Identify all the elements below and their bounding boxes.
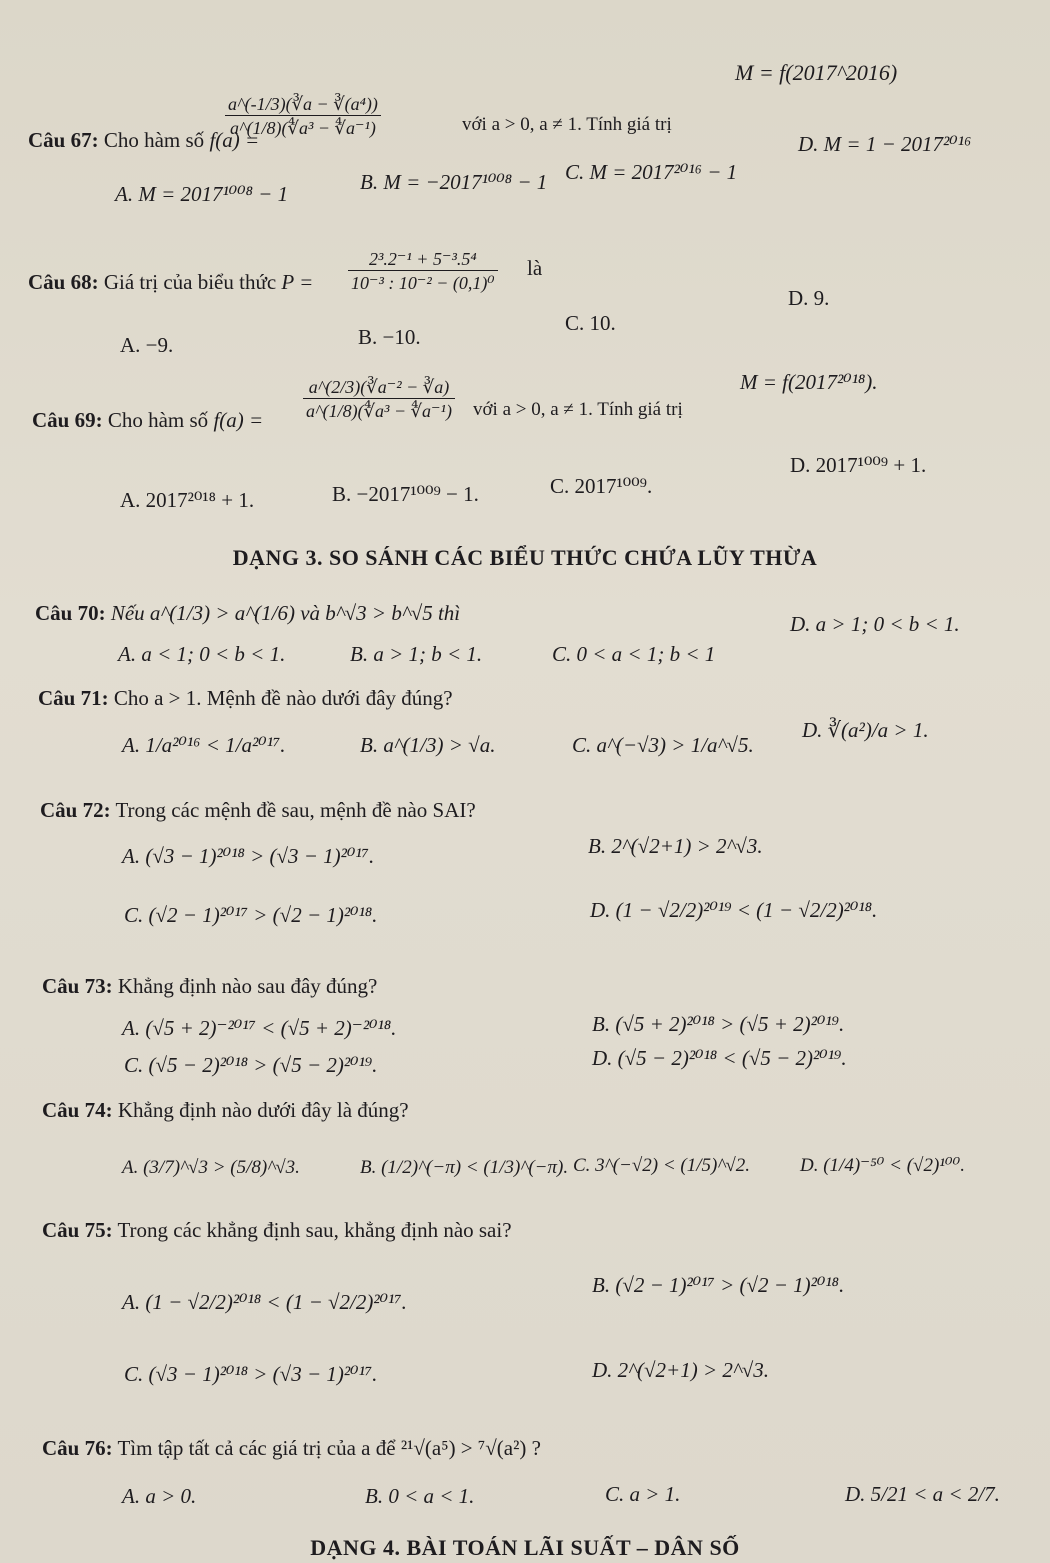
q74-stem: Khẳng định nào dưới đây là đúng? <box>117 1098 409 1122</box>
q75-option-a[interactable]: A. (1 − √2/2)²⁰¹⁸ < (1 − √2/2)²⁰¹⁷. <box>122 1290 407 1314</box>
q71-label: Câu 71: <box>38 686 109 710</box>
q67-func: f(a) = <box>209 128 260 152</box>
q69-label: Câu 69: <box>32 408 103 432</box>
q68-option-d[interactable]: D. 9. <box>788 286 830 310</box>
q73-stem-line <box>42 976 377 997</box>
q75-label: Câu 75: <box>42 1218 113 1242</box>
q68-option-a[interactable]: A. −9. <box>120 333 174 357</box>
q73-option-c[interactable]: C. (√5 − 2)²⁰¹⁸ > (√5 − 2)²⁰¹⁹. <box>124 1053 378 1077</box>
q75-stem-line <box>42 1220 512 1241</box>
q67-numerator: a^(-1/3)(∛a − ∛(a⁴)) <box>228 94 378 114</box>
q69-stem <box>32 410 263 431</box>
q75-option-b[interactable]: B. (√2 − 1)²⁰¹⁷ > (√2 − 1)²⁰¹⁸. <box>592 1273 845 1297</box>
q73-option-d[interactable]: D. (√5 − 2)²⁰¹⁸ < (√5 − 2)²⁰¹⁹. <box>592 1046 847 1070</box>
q70-option-c[interactable]: C. 0 < a < 1; b < 1 <box>552 642 716 666</box>
q68-denominator: 10⁻³ : 10⁻² − (0,1)⁰ <box>348 270 498 292</box>
q71-option-c[interactable]: C. a^(−√3) > 1/a^√5. <box>572 733 754 757</box>
q68-fraction <box>345 250 501 292</box>
q72-option-d[interactable]: D. (1 − √2/2)²⁰¹⁹ < (1 − √2/2)²⁰¹⁸. <box>590 898 878 922</box>
q75-option-d[interactable]: D. 2^(√2+1) > 2^√3. <box>592 1358 770 1382</box>
q68-label: Câu 68: <box>28 270 99 294</box>
q67-label: Câu 67: <box>28 128 99 152</box>
q71-option-a[interactable]: A. 1/a²⁰¹⁶ < 1/a²⁰¹⁷. <box>122 733 286 757</box>
q67-option-b[interactable]: B. M = −2017¹⁰⁰⁸ − 1 <box>360 170 548 194</box>
q68-stem <box>28 272 313 293</box>
q69-numerator: a^(2/3)(∛a⁻² − ∛a) <box>308 377 450 397</box>
q67-frac <box>225 95 381 137</box>
q72-option-c[interactable]: C. (√2 − 1)²⁰¹⁷ > (√2 − 1)²⁰¹⁸. <box>124 903 378 927</box>
q76-stem: Tìm tập tất cả các giá trị của a để ²¹√(a⁵) > ⁷√(a²) ? <box>117 1436 541 1460</box>
q74-option-c[interactable]: C. 3^(−√2) < (1/5)^√2. <box>573 1155 751 1176</box>
q67-condition: với a > 0, a ≠ 1. Tính giá trị <box>462 114 672 135</box>
q69-denominator: a^(1/8)(∜a³ − ∜a⁻¹) <box>303 398 455 420</box>
q73-label: Câu 73: <box>42 974 113 998</box>
q72-stem: Trong các mệnh đề sau, mệnh đề nào SAI? <box>115 798 476 822</box>
q70-option-d[interactable]: D. a > 1; 0 < b < 1. <box>790 612 960 636</box>
q69-frac <box>303 378 455 420</box>
q75-stem: Trong các khẳng định sau, khẳng định nào sai? <box>117 1218 512 1242</box>
q70-option-b[interactable]: B. a > 1; b < 1. <box>350 642 483 666</box>
q70-stem-line <box>35 603 460 624</box>
q69-condition: với a > 0, a ≠ 1. Tính giá trị <box>473 399 683 420</box>
q69-option-b[interactable]: B. −2017¹⁰⁰⁹ − 1. <box>332 482 479 506</box>
q68-tail: là <box>527 256 543 280</box>
q67-intro: Cho hàm số <box>103 128 205 152</box>
q68-numerator: 2³.2⁻¹ + 5⁻³.5⁴ <box>369 249 477 269</box>
q67-target: M = f(2017^2016) <box>735 60 898 85</box>
q71-option-d[interactable]: D. ∛(a²)/a > 1. <box>802 718 929 742</box>
q71-stem-line <box>38 688 453 709</box>
q68-option-b[interactable]: B. −10. <box>358 325 421 349</box>
q69-option-a[interactable]: A. 2017²⁰¹⁸ + 1. <box>120 488 255 512</box>
q69-func: f(a) = <box>213 408 264 432</box>
q73-stem: Khẳng định nào sau đây đúng? <box>117 974 378 998</box>
q68-lhs: P = <box>281 270 314 294</box>
q74-option-a[interactable]: A. (3/7)^√3 > (5/8)^√3. <box>122 1157 300 1178</box>
q67-option-a[interactable]: A. M = 2017¹⁰⁰⁸ − 1 <box>115 182 289 206</box>
q69-intro: Cho hàm số <box>107 408 209 432</box>
q76-label: Câu 76: <box>42 1436 113 1460</box>
q73-option-b[interactable]: B. (√5 + 2)²⁰¹⁸ > (√5 + 2)²⁰¹⁹. <box>592 1012 845 1036</box>
q74-option-b[interactable]: B. (1/2)^(−π) < (1/3)^(−π). <box>360 1157 569 1178</box>
q72-option-b[interactable]: B. 2^(√2+1) > 2^√3. <box>588 834 763 858</box>
q69-fraction <box>300 378 458 420</box>
q76-stem-line <box>42 1438 541 1459</box>
q67-option-d[interactable]: D. M = 1 − 2017²⁰¹⁶ <box>798 132 972 156</box>
q74-stem-line <box>42 1100 409 1121</box>
q74-option-d[interactable]: D. (1/4)⁻⁵⁰ < (√2)¹⁰⁰. <box>800 1155 965 1176</box>
q67-fraction <box>222 95 384 137</box>
q67-denominator: a^(1/8)(∜a³ − ∜a⁻¹) <box>225 115 381 137</box>
q69-target: M = f(2017²⁰¹⁸). <box>740 370 878 394</box>
q72-stem-line <box>40 800 476 821</box>
q76-option-d[interactable]: D. 5/21 < a < 2/7. <box>845 1482 1000 1506</box>
q72-option-a[interactable]: A. (√3 − 1)²⁰¹⁸ > (√3 − 1)²⁰¹⁷. <box>122 844 375 868</box>
section-heading-3: DẠNG 3. SO SÁNH CÁC BIỂU THỨC CHỨA LŨY THỪA <box>232 545 818 570</box>
q69-option-d[interactable]: D. 2017¹⁰⁰⁹ + 1. <box>790 453 927 477</box>
q75-option-c[interactable]: C. (√3 − 1)²⁰¹⁸ > (√3 − 1)²⁰¹⁷. <box>124 1362 378 1386</box>
q71-option-b[interactable]: B. a^(1/3) > √a. <box>360 733 496 757</box>
q70-stem: Nếu a^(1/3) > a^(1/6) và b^√3 > b^√5 thì <box>110 601 461 625</box>
q69-option-c[interactable]: C. 2017¹⁰⁰⁹. <box>550 474 653 498</box>
q73-option-a[interactable]: A. (√5 + 2)⁻²⁰¹⁷ < (√5 + 2)⁻²⁰¹⁸. <box>122 1016 397 1040</box>
q76-option-c[interactable]: C. a > 1. <box>605 1482 681 1506</box>
q76-option-a[interactable]: A. a > 0. <box>122 1484 197 1508</box>
q67-option-c[interactable]: C. M = 2017²⁰¹⁶ − 1 <box>565 160 738 184</box>
q68-frac <box>348 250 498 292</box>
q74-label: Câu 74: <box>42 1098 113 1122</box>
q76-option-b[interactable]: B. 0 < a < 1. <box>365 1484 475 1508</box>
q70-option-a[interactable]: A. a < 1; 0 < b < 1. <box>118 642 286 666</box>
q71-stem: Cho a > 1. Mệnh đề nào dưới đây đúng? <box>113 686 453 710</box>
q72-label: Câu 72: <box>40 798 111 822</box>
q68-option-c[interactable]: C. 10. <box>565 311 616 335</box>
q68-intro: Giá trị của biểu thức <box>103 270 277 294</box>
section-heading-4: DẠNG 4. BÀI TOÁN LÃI SUẤT – DÂN SỐ <box>310 1535 740 1560</box>
q70-label: Câu 70: <box>35 601 106 625</box>
